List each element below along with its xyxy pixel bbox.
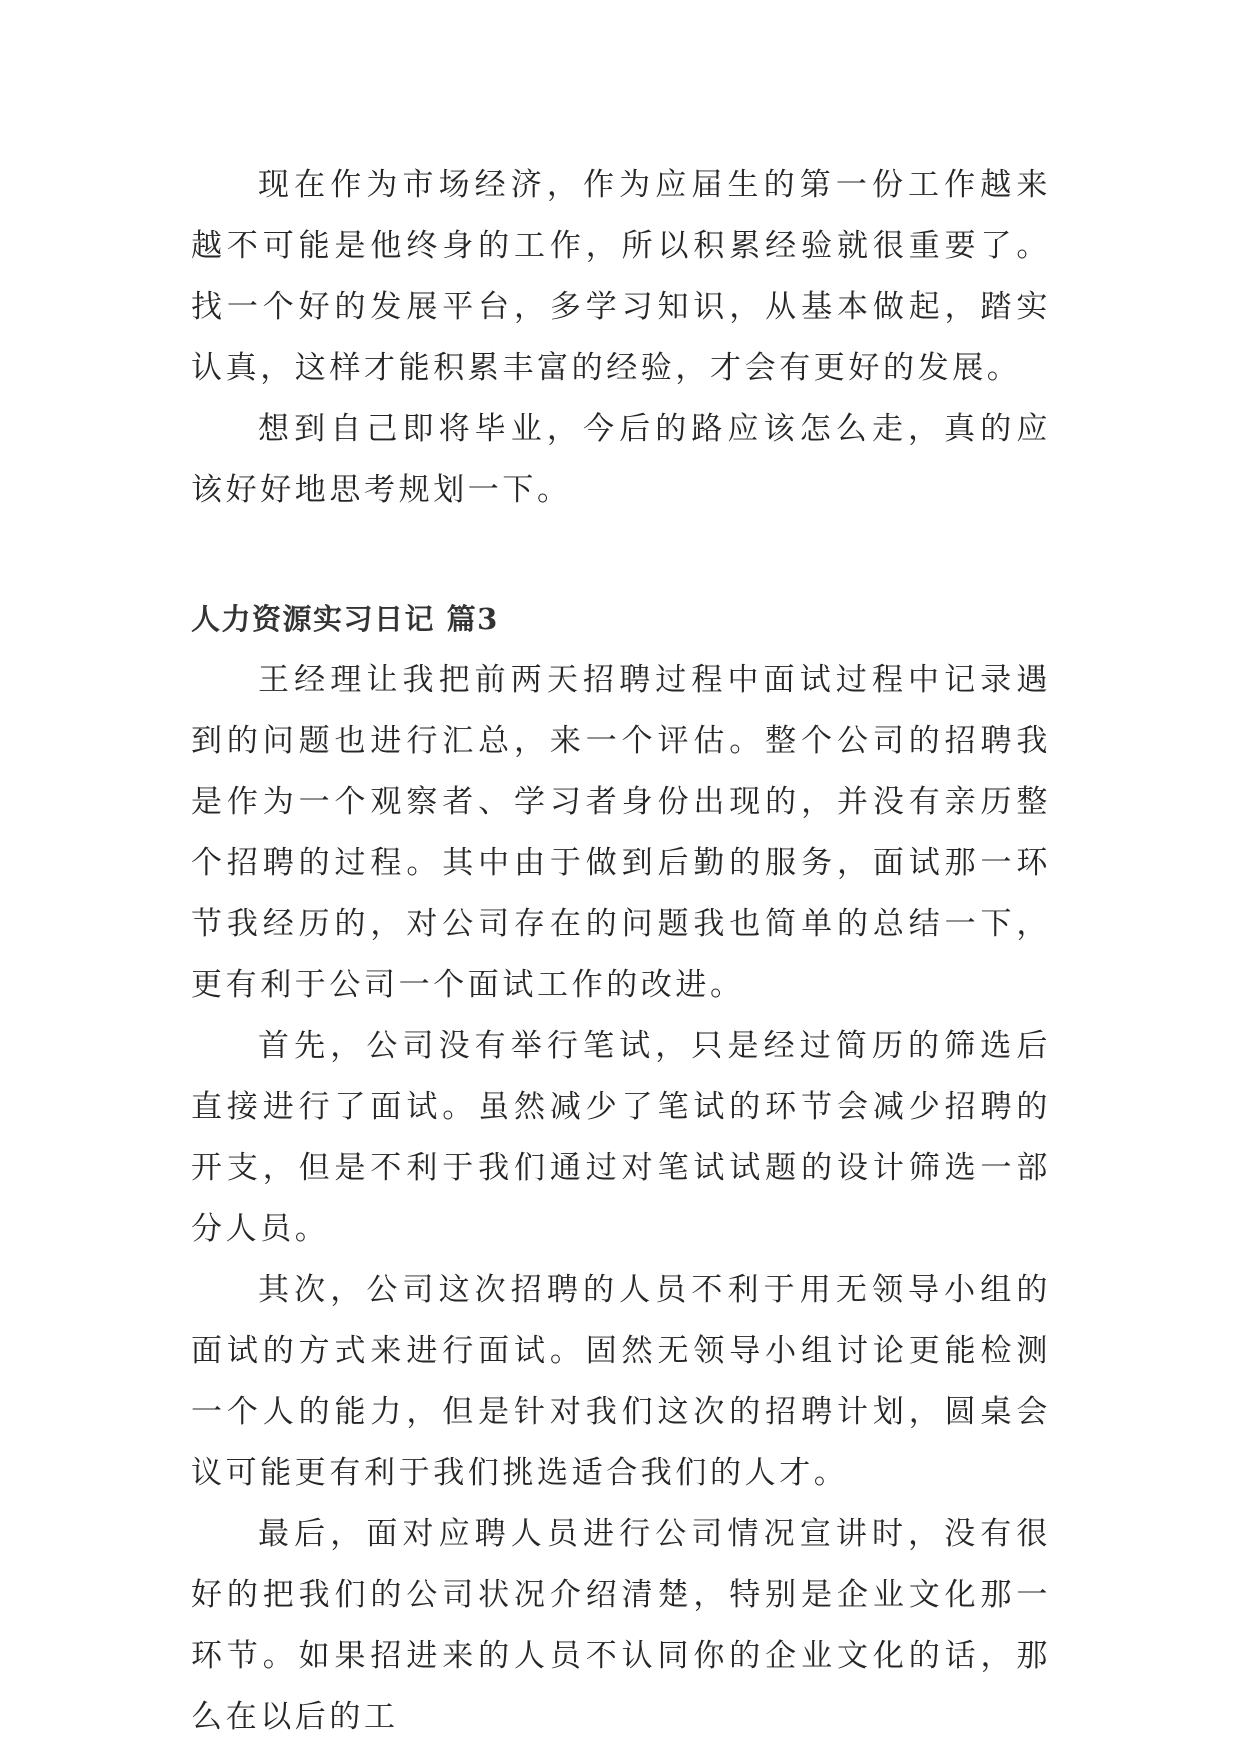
document-page	[191, 155, 1051, 1748]
paragraph: 最后，面对应聘人员进行公司情况宣讲时，没有很好的把我们的公司状况介绍清楚，特别是企业文化那一环节。如果招进来的人员不认同你的企业文化的话，那么在以后的工	[191, 1516, 1051, 1735]
paragraph: 其次，公司这次招聘的人员不利于用无领导小组的面试的方式来进行面试。固然无领导小组讨论更能检测一个人的能力，但是针对我们这次的招聘计划，圆桌会议可能更有利于我们挑选适合我们的人才。	[191, 1272, 1051, 1491]
paragraph: 王经理让我把前两天招聘过程中面试过程中记录遇到的问题也进行汇总，来一个评估。整个公司的招聘我是作为一个观察者、学习者身份出现的，并没有亲历整个招聘的过程。其中由于做到后勤的服务，面试那一环节我经历的，对公司存在的问题我也简单的总结一下，更有利于公司一个面试工作的改进。	[191, 662, 1051, 1003]
paragraph: 想到自己即将毕业，今后的路应该怎么走，真的应该好好地思考规划一下。	[191, 411, 1051, 508]
section-heading: 人力资源实习日记 篇3	[191, 602, 499, 636]
paragraph: 首先，公司没有举行笔试，只是经过简历的筛选后直接进行了面试。虽然减少了笔试的环节会减少招聘的开支，但是不利于我们通过对笔试试题的设计筛选一部分人员。	[191, 1028, 1051, 1247]
paragraph: 现在作为市场经济，作为应届生的第一份工作越来越不可能是他终身的工作，所以积累经验就很重要了。找一个好的发展平台，多学习知识，从基本做起，踏实认真，这样才能积累丰富的经验，才会有更好的发展。	[191, 167, 1051, 386]
